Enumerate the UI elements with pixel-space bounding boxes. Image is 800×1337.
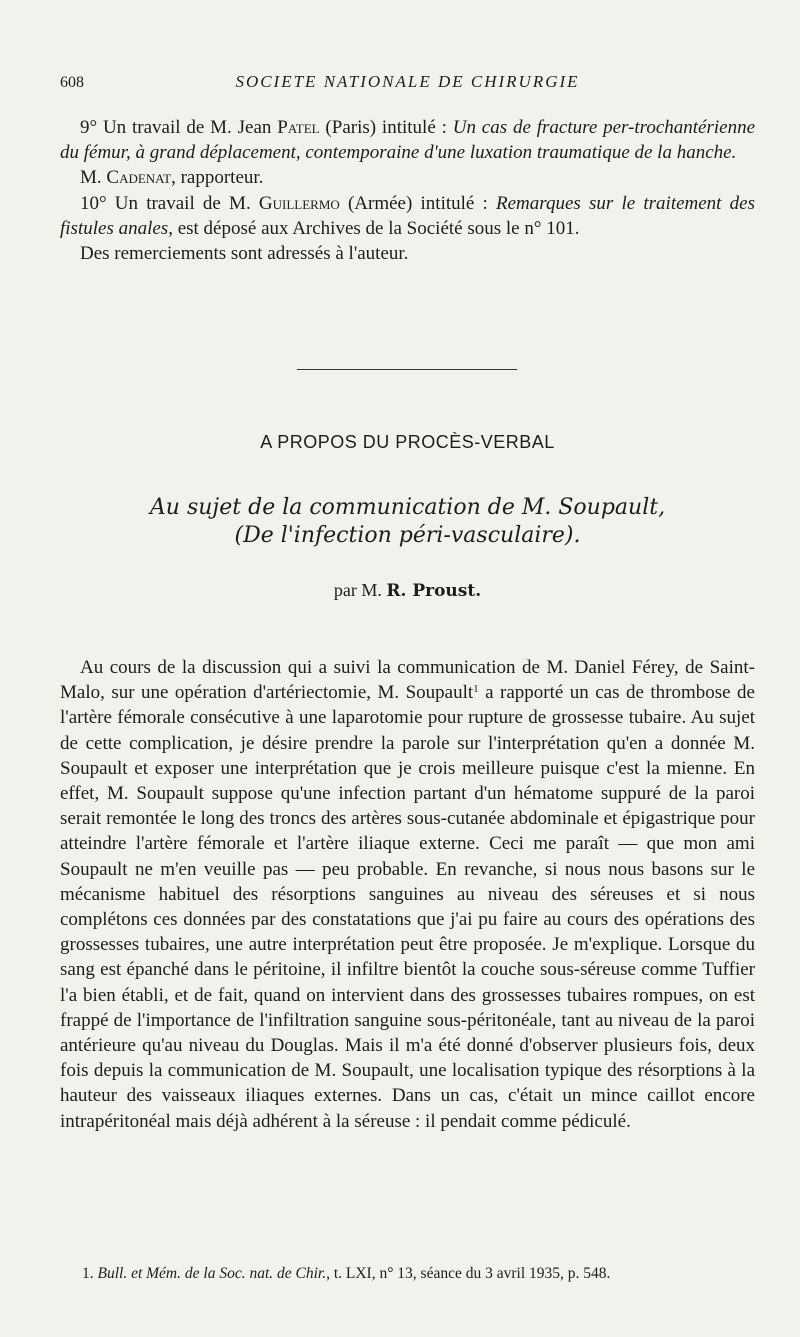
rapporteur-suffix: , rapporteur. [171, 167, 264, 189]
author-prefix: par M. [333, 580, 387, 600]
author-name: R. Proust. [386, 581, 482, 601]
item-9-paragraph [60, 115, 755, 165]
rapporteur-name: Cadenat [106, 167, 172, 189]
item-10-author-name: Guillermo [258, 192, 340, 214]
footnote-reference[interactable]: 1 [473, 683, 479, 696]
running-head [60, 72, 755, 96]
body-text-before-note: Au cours de la discussion qui a suivi la communication de M. Daniel Férey, de Saint-Malo, sur une opération d'artériectomie, M. Soupault [60, 657, 755, 704]
article-title [60, 494, 755, 550]
intro-section [60, 115, 755, 266]
article-author [60, 580, 755, 601]
section-title: A PROPOS DU PROCÈS-VERBAL [260, 432, 555, 452]
article-title-line-1: Au sujet de la communication de M. Soupault, [149, 495, 666, 520]
item-10-title: Remarques sur le traitement des fistules anales [60, 192, 755, 239]
article-body [60, 655, 755, 1134]
body-text-after-note: a rapporté un cas de thrombose de l'artère fémorale consécutive à une laparotomie pour rupture de grossesse tubaire. Au sujet de cette complication, je désire prendre la parole sur l'interprétation qu'en a donnée M. Soupault et exposer une interprétation que je crois meilleure puisque c'est la mienne. En effet, M. Soupault suppose qu'une infection partant d'un hématome suppuré de la paroi serait remontée le long des troncs des artères sous-cutanée abdominale et épigastrique pour atteindre l'artère fémorale et l'artère iliaque externe. Ceci me paraît — que mon ami Soupault ne m'en veuille pas — peu probable. En revanche, si nous nous basons sur le mécanisme habituel des résorptions sanguines au niveau des séreuses et si nous complétons ces données par des constatations que j'ai pu faire au cours des opérations des grossesses tubaires, une autre interprétation peut être proposée. Je m'explique. Lorsque du sang est épanché dans le péritoine, il infiltre bientôt la couche sous-séreuse comme Tuffier l'a bien établi, et de fait, quand on intervient dans des grossesses tubaires rompues, on est frappé de l'importance de l'infiltration sanguine sous-péritonéale, tant au niveau de la paroi antérieure qu'au niveau du Douglas. Mais il m'a été donné d'observer plusieurs fois, deux fois depuis la communication de M. Soupault, une localisation typique des résorptions à la hauteur des vaisseaux iliaques externes. Dans un cas, c'était un mince caillot encore intrapéritonéal mais déjà adhérent à la séreuse : il pendait comme pédiculé. [60, 682, 755, 1132]
item-10-prefix: 10° Un travail de M. [80, 192, 259, 214]
footnote-number: 1. [82, 1265, 94, 1282]
thanks-paragraph: Des remerciements sont adressés à l'auteur. [80, 243, 409, 265]
footnote-details: , t. LXI, n° 13, séance du 3 avril 1935, p. 548. [326, 1265, 611, 1282]
page-number: 608 [60, 74, 84, 91]
footnote-source: Bull. et Mém. de la Soc. nat. de Chir. [97, 1265, 327, 1282]
item-10-suffix: , est déposé aux Archives de la Société sous le n° 101. [168, 217, 580, 239]
section-separator [297, 369, 517, 370]
item-9-place: (Paris) intitulé : [319, 117, 453, 138]
journal-title: SOCIETE NATIONALE DE CHIRURGIE [235, 72, 580, 91]
rapporteur-prefix: M. [80, 167, 107, 189]
item-9-author-name: Patel [277, 117, 320, 138]
footnote [82, 1265, 755, 1283]
document-page [60, 0, 755, 1337]
item-9-title: Un cas de fracture per-trochantérienne du fémur, à grand déplacement, contemporaine d'une luxation traumatique de la hanche. [60, 117, 756, 164]
item-10-place: (Armée) intitulé : [339, 192, 497, 214]
item-10-paragraph [60, 191, 755, 241]
rapporteur-paragraph [60, 165, 755, 190]
body-paragraph [60, 655, 755, 1134]
article-title-line-2: (De l'infection péri-vasculaire). [234, 523, 581, 548]
item-9-prefix: 9° Un travail de M. Jean [80, 117, 278, 138]
